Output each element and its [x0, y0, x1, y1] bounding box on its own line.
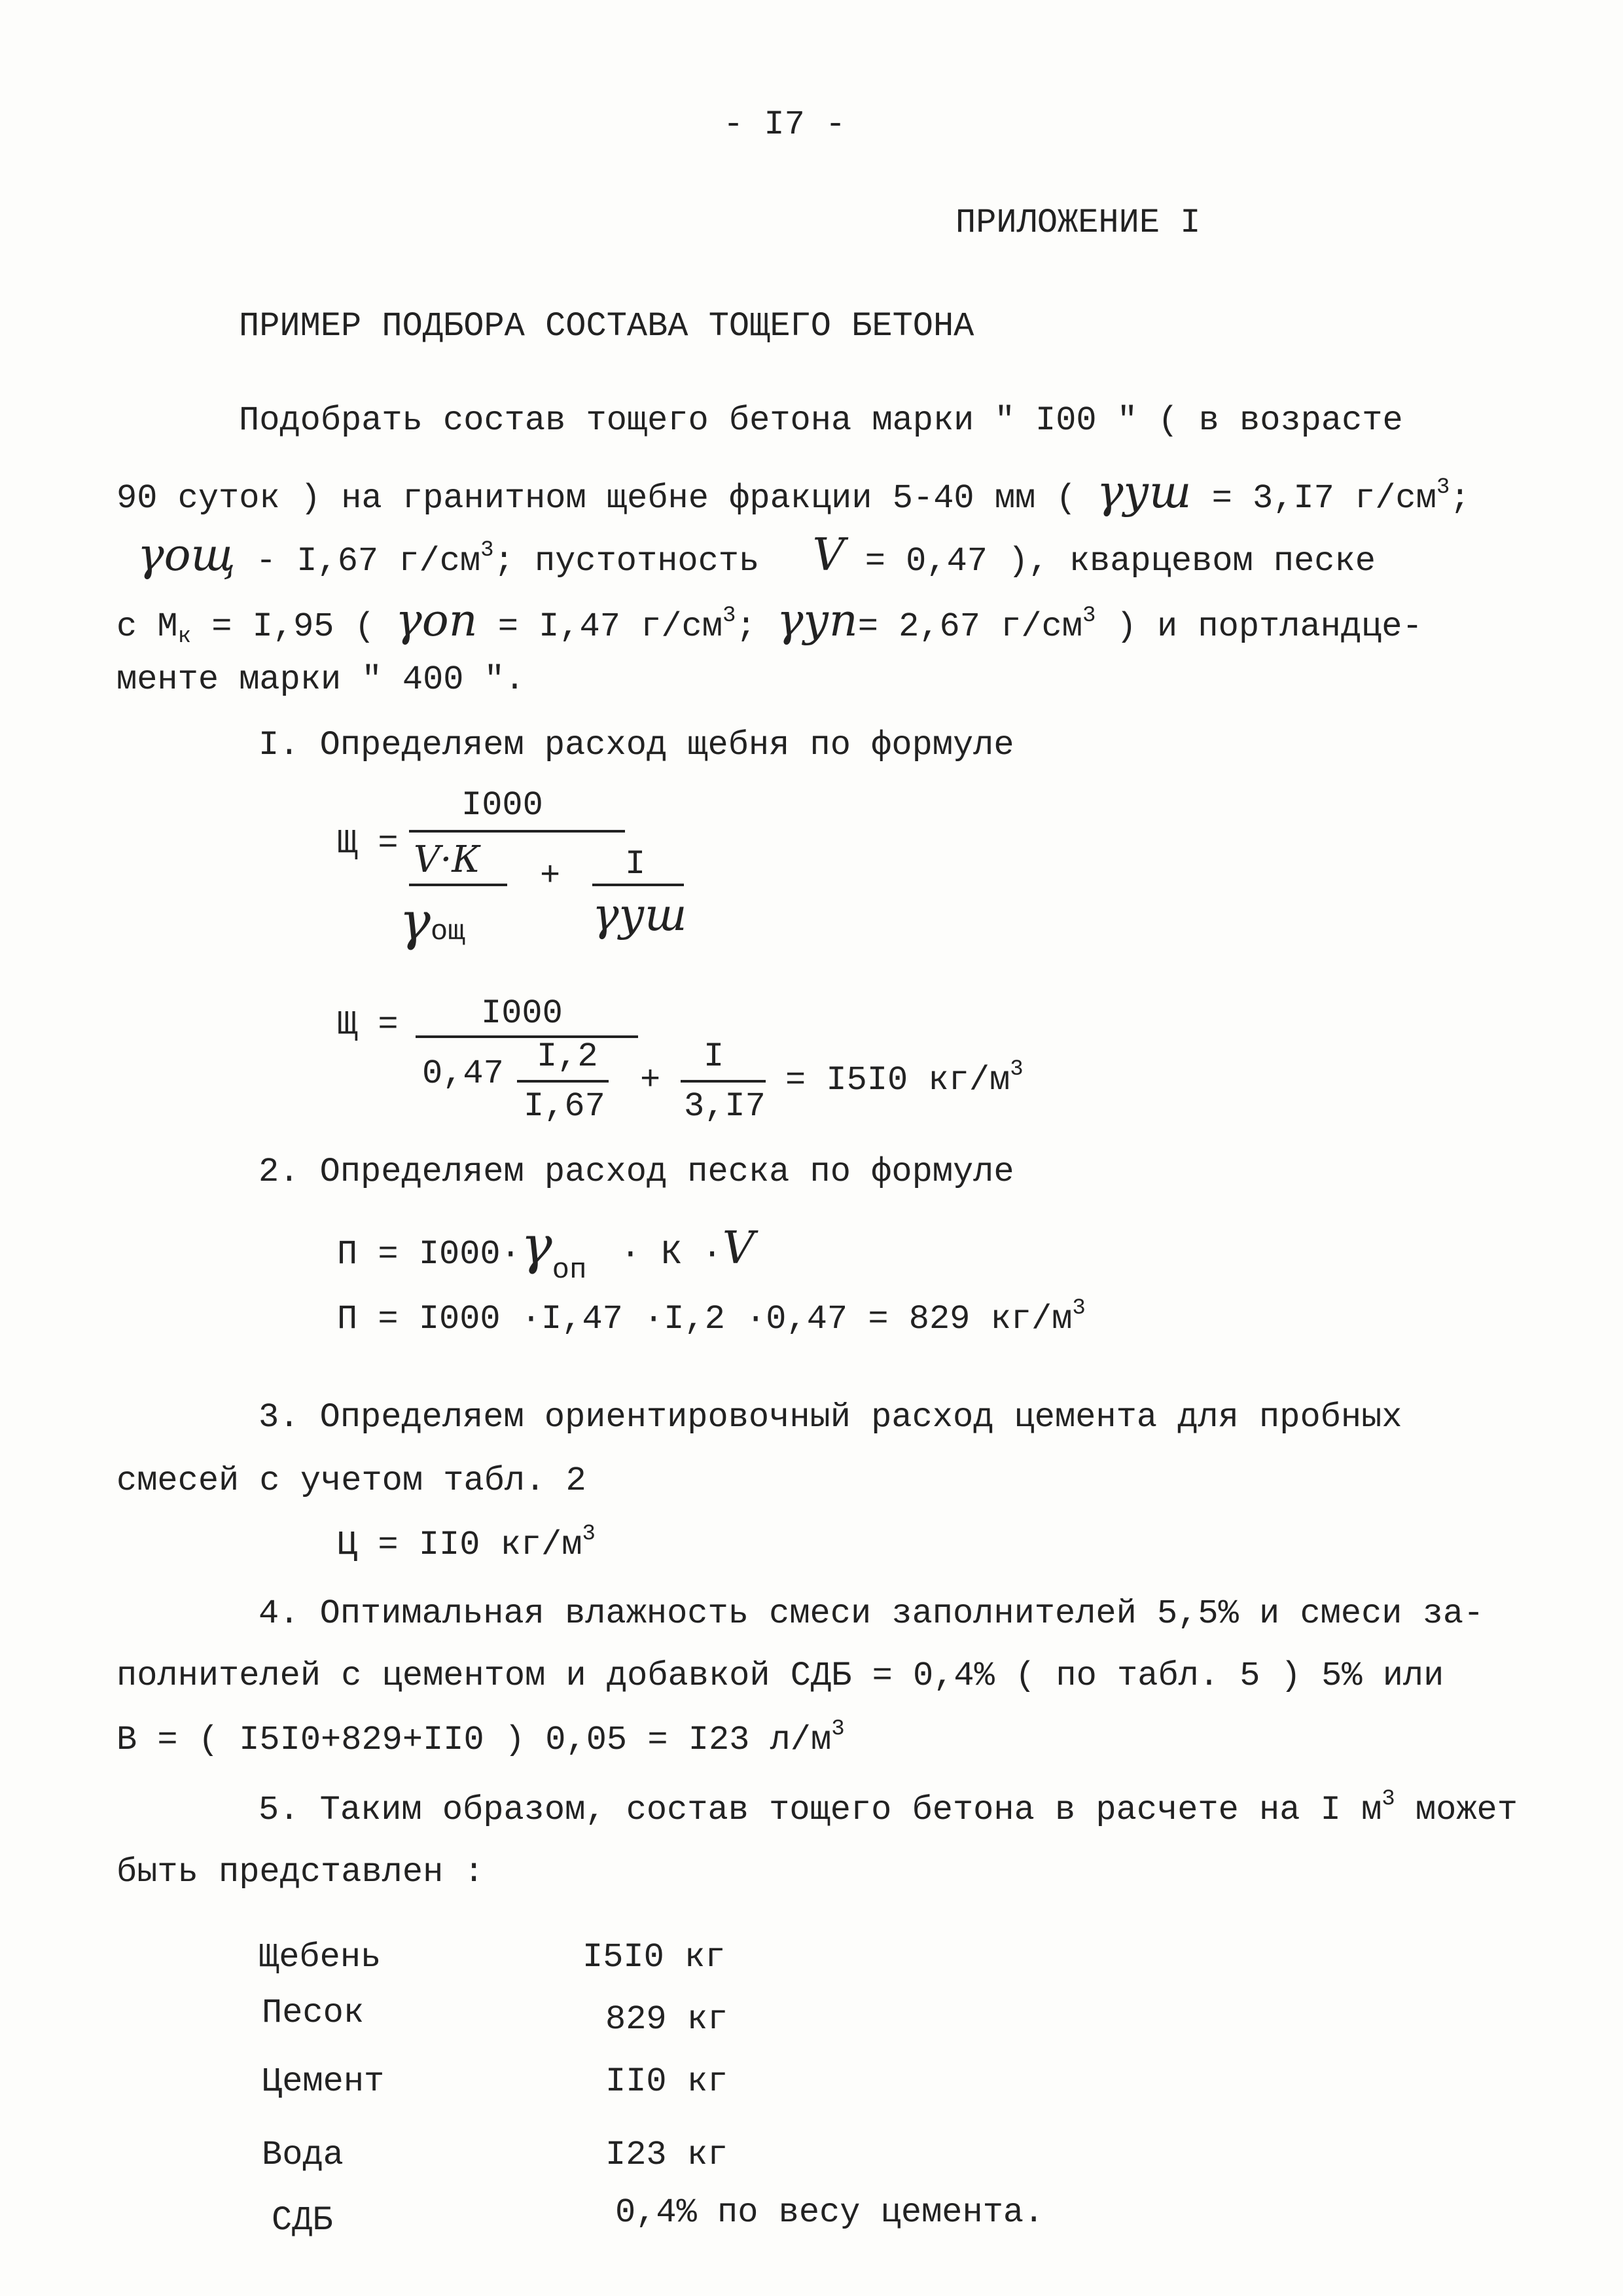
cube-superscript: 3 [831, 1717, 845, 1742]
f1-sub-fraction-line-2 [592, 884, 684, 886]
step-2-calc [337, 1296, 1086, 1340]
appendix-title: ПРИЛОЖЕНИЕ I [955, 204, 1201, 242]
s2-op-sub: оп [552, 1254, 587, 1287]
cube-superscript: 3 [1436, 475, 1450, 500]
intro-line-2-value: = 3,I7 г/см [1211, 479, 1436, 518]
cube-superscript: 3 [1382, 1787, 1395, 1812]
cube-superscript: 3 [1072, 1296, 1086, 1321]
intro-line-4-end: ) и портландце- [1116, 607, 1423, 646]
f1-gamma-u-symbol: γуш [592, 889, 687, 941]
step-4-line-2: полнителей с цементом и добавкой СДБ = 0,4% ( по табл. 5 ) 5% или [116, 1657, 1444, 1695]
intro-line-3-text: ; пустотность [493, 542, 760, 581]
cube-superscript: 3 [582, 1522, 596, 1547]
intro-line-4-op: = I,47 г/см [497, 607, 722, 646]
f1-osh-sub: ощ [430, 916, 465, 948]
step-2-text: 2. Определяем расход песка по формуле [259, 1153, 1014, 1191]
composition-name: Вода [262, 2136, 344, 2174]
f2-main-fraction-line [416, 1035, 638, 1038]
step-3-line-2: смесей с учетом табл. 2 [116, 1462, 586, 1500]
cube-superscript: 3 [1010, 1057, 1024, 1082]
intro-line-2 [116, 466, 1470, 520]
f1-vk [414, 838, 480, 884]
cube-superscript: 3 [1082, 603, 1096, 628]
f1-sub-fraction-line-1 [409, 884, 507, 886]
f2-plus: + [640, 1061, 661, 1100]
step-1-text: I. Определяем расход щебня по формуле [259, 726, 1014, 764]
step-5-line-1 [259, 1787, 1518, 1831]
f1-v-symbol: V·К [414, 838, 480, 881]
intro-line-4-mk: = I,95 ( [211, 607, 375, 646]
f2-result [785, 1057, 1024, 1101]
f2-lhs: Щ = [337, 1005, 399, 1044]
intro-line-3-value: - I,67 г/см [255, 542, 481, 581]
intro-line-4-start: с М [116, 607, 178, 646]
intro-line-1: Подобрать состав тощего бетона марки " I00 " ( в возрасте [239, 401, 1403, 440]
composition-value: I5I0 кг [582, 1938, 726, 1977]
f2-d1: I,67 [524, 1087, 605, 1126]
f2-result-text: = I5I0 кг/м [785, 1061, 1010, 1100]
step-3-line-1: 3. Определяем ориентировочный расход цемента для пробных [259, 1398, 1402, 1437]
f2-n1: I,2 [537, 1037, 598, 1076]
f2-sub-fraction-line-1 [517, 1080, 609, 1083]
s4-line-3-text: В = ( I5I0+829+II0 ) 0,05 = I23 л/м [116, 1721, 832, 1759]
cube-superscript: 3 [480, 538, 494, 563]
gamma-ush-symbol: γуш [1096, 467, 1192, 518]
s3-formula-text: Ц = II0 кг/м [337, 1526, 582, 1564]
f2-n2: I [704, 1037, 724, 1076]
f1-gamma-osh [399, 890, 465, 953]
composition-name: СДБ [272, 2201, 333, 2240]
step-3-formula [337, 1522, 596, 1566]
f2-coef: 0,47 [422, 1054, 504, 1093]
intro-line-4 [116, 594, 1423, 648]
f1-main-fraction-line [409, 830, 625, 833]
gamma-osh-symbol: γощ [137, 529, 236, 581]
intro-line-4-up: = 2,67 г/см [857, 607, 1082, 646]
mk-subscript: к [177, 624, 192, 649]
intro-line-5: менте марки " 400 ". [116, 660, 526, 699]
s2-f1-a: П = I000· [337, 1235, 521, 1274]
f2-sub-fraction-line-2 [681, 1080, 766, 1083]
s2-v-symbol: V [722, 1223, 755, 1274]
heading: ПРИМЕР ПОДБОРА СОСТАВА ТОЩЕГО БЕТОНА [239, 307, 974, 346]
f1-numerator: I000 [461, 786, 543, 825]
composition-name: Щебень [259, 1938, 382, 1977]
intro-line-3-end: = 0,47 ), кварцевом песке [865, 542, 1376, 581]
s5-line-1-end: может [1415, 1791, 1518, 1829]
f2-d2: 3,I7 [684, 1087, 766, 1126]
f1-one: I [625, 845, 646, 884]
intro-line-2-end: ; [1450, 479, 1471, 518]
cube-superscript: 3 [722, 603, 736, 628]
f1-gamma-o-symbol: γ [399, 891, 431, 952]
intro-line-4-sep: ; [736, 607, 757, 646]
composition-value: 0,4% по весу цемента. [615, 2193, 1044, 2232]
f1-plus: + [540, 857, 561, 895]
f1-gamma-ush [592, 889, 687, 942]
gamma-op-symbol: γоп [395, 595, 478, 647]
s2-calc-text: П = I000 ·I,47 ·I,2 ·0,47 = 829 кг/м [337, 1300, 1073, 1338]
composition-name: Песок [262, 1994, 365, 2032]
composition-value: I23 кг [605, 2136, 728, 2174]
composition-value: II0 кг [605, 2062, 728, 2101]
step-5-line-2: быть представлен : [116, 1853, 484, 1892]
step-4-line-3 [116, 1717, 845, 1761]
composition-value: 829 кг [605, 2000, 728, 2039]
f2-numerator: I000 [481, 994, 563, 1033]
gamma-up-symbol: γуп [776, 595, 858, 647]
page-number: - I7 - [723, 105, 846, 144]
step-2-formula [337, 1214, 755, 1287]
composition-name: Цемент [262, 2062, 385, 2101]
voidness-v-symbol: V [812, 529, 845, 581]
s2-gamma-symbol: γ [520, 1215, 552, 1276]
intro-line-2-text: 90 суток ) на гранитном щебне фракции 5-40 мм ( [116, 479, 1077, 518]
s2-f1-b: · К · [620, 1235, 722, 1274]
step-4-line-1: 4. Оптимальная влажность смеси заполнителей 5,5% и смеси за- [259, 1594, 1484, 1633]
intro-line-3 [137, 529, 1376, 583]
s5-line-1-text: 5. Таким образом, состав тощего бетона в расчете на I м [259, 1791, 1382, 1829]
f1-lhs: Щ = [337, 824, 399, 863]
